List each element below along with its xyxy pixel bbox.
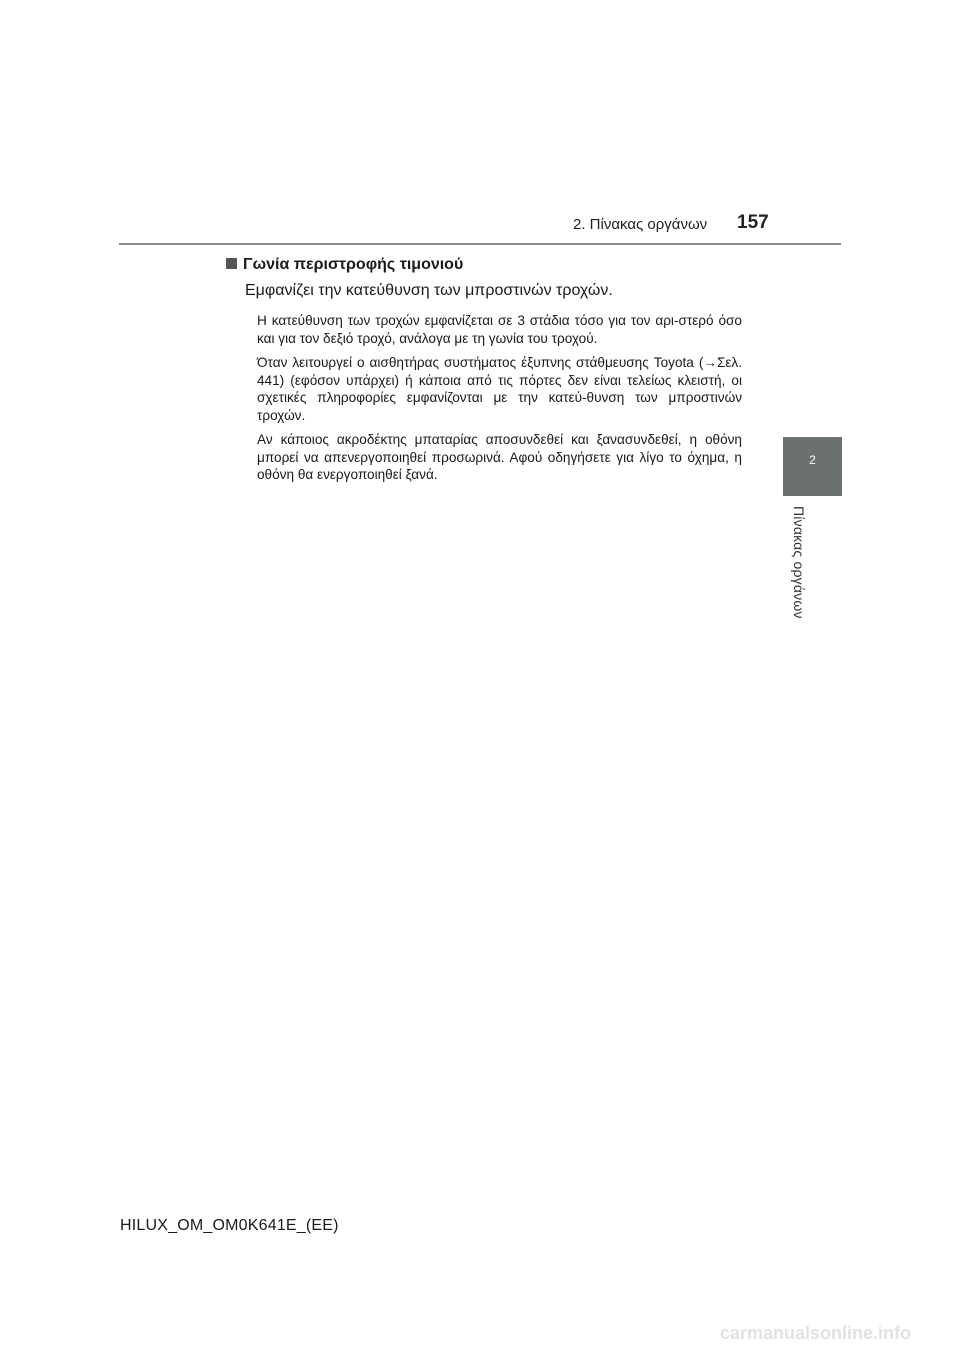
body-paragraphs — [257, 312, 742, 491]
section-heading — [226, 256, 463, 274]
chapter-number: 2 — [809, 453, 816, 467]
paragraph: Αν κάποιος ακροδέκτης μπαταρίας αποσυνδεθεί και ξανασυνδεθεί, η οθόνη μπορεί να απενεργοποιηθεί προσωρινά. Αφού οδηγήσετε για λίγο το όχημα, η οθόνη θα ενεργοποιηθεί ξανά. — [257, 432, 742, 482]
document-code: HILUX_OM_OM0K641E_(EE) — [120, 1217, 339, 1234]
chapter-label: Πίνακας οργάνων — [791, 506, 807, 619]
paragraph: Η κατεύθυνση των τροχών εμφανίζεται σε 3 στάδια τόσο για τον αρι-στερό όσο και για τον δεξιό τροχό, ανάλογα με τη γωνία του τροχού. — [257, 313, 742, 346]
square-bullet-icon — [226, 258, 237, 269]
watermark: carmanualsonline.info — [720, 1323, 912, 1343]
intro-text: Εμφανίζει την κατεύθυνση των μπροστινών τροχών. — [245, 282, 613, 299]
page-number: 157 — [737, 212, 769, 233]
chapter-tab — [783, 437, 842, 496]
section-heading-text: Γωνία περιστροφής τιμονιού — [243, 256, 464, 273]
header-divider — [119, 243, 841, 245]
paragraph: Όταν λειτουργεί ο αισθητήρας συστήματος έξυπνης στάθμευσης Toyota (→Σελ. 441) (εφόσον υπάρχει) ή κάποια από τις πόρτες δεν είναι τελείως κλειστή, οι σχετικές πληροφορίες εμφανίζονται με την κατεύ-θυνση των μπροστινών τροχών. — [257, 355, 742, 423]
header-section-title: 2. Πίνακας οργάνων — [573, 216, 708, 233]
